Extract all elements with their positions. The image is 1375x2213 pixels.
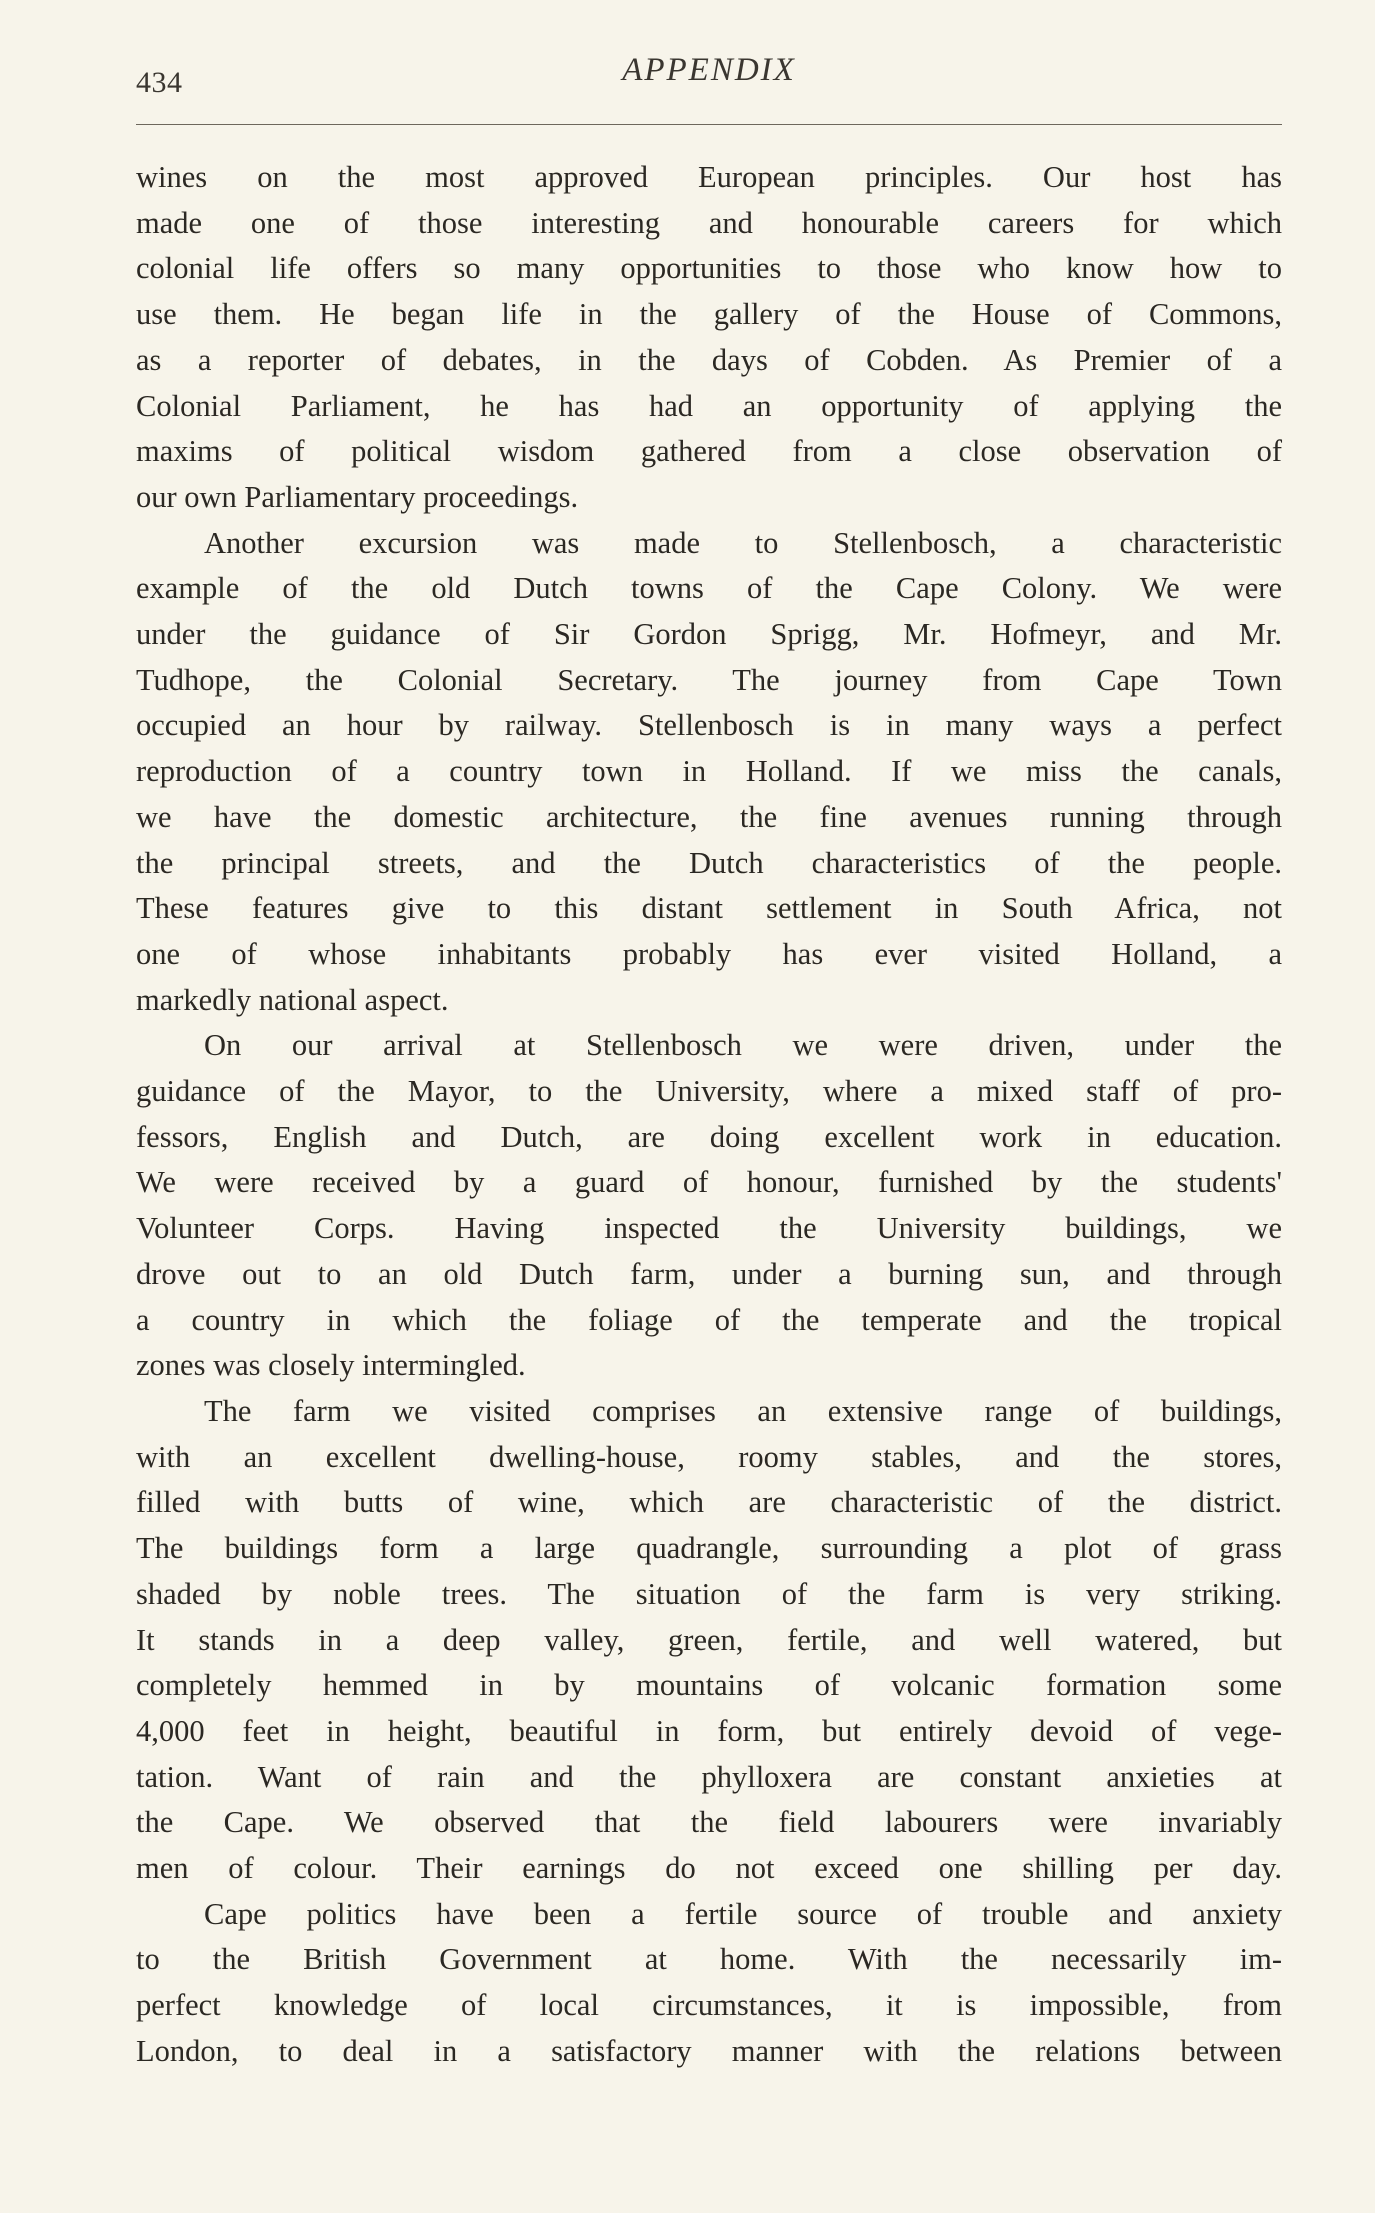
text-line: perfect knowledge of local circumstances, it is impossible, from: [136, 1988, 1282, 2023]
text-line: Colonial Parliament, he has had an opportunity of applying the: [136, 388, 1282, 423]
running-head: APPENDIX: [622, 52, 796, 88]
text-line: markedly national aspect.: [136, 982, 449, 1017]
text-line: Tudhope, the Colonial Secretary. The journey from Cape Town: [136, 662, 1282, 697]
page-number: 434: [136, 66, 183, 99]
text-line: to the British Government at home. With the necessarily im-: [136, 1942, 1282, 1977]
text-line: colonial life offers so many opportunities to those who know how to: [136, 251, 1282, 286]
text-line: On our arrival at Stellenbosch we were driven, under the: [204, 1028, 1282, 1063]
text-line: drove out to an old Dutch farm, under a burning sun, and through: [136, 1256, 1282, 1291]
text-line: These features give to this distant settlement in South Africa, not: [136, 891, 1282, 926]
paragraph-2: [136, 521, 1282, 1024]
text-line: men of colour. Their earnings do not exceed one shilling per day.: [136, 1851, 1282, 1886]
text-line: filled with butts of wine, which are characteristic of the district.: [136, 1485, 1282, 1520]
text-line: occupied an hour by railway. Stellenbosch is in many ways a perfect: [136, 708, 1282, 743]
body-text: [136, 155, 1282, 2075]
text-line: as a reporter of debates, in the days of Cobden. As Premier of a: [136, 342, 1282, 377]
text-line: Cape politics have been a fertile source of trouble and anxiety: [204, 1896, 1282, 1931]
paragraph-5: [136, 1892, 1282, 2075]
text-line: It stands in a deep valley, green, fertile, and well watered, but: [136, 1622, 1282, 1657]
paragraph-4: [136, 1389, 1282, 1892]
text-line: 4,000 feet in height, beautiful in form, but entirely devoid of vege-: [136, 1713, 1282, 1748]
text-line: wines on the most approved European principles. Our host has: [136, 160, 1282, 194]
text-line: the Cape. We observed that the field labourers were invariably: [136, 1805, 1282, 1840]
text-line: We were received by a guard of honour, furnished by the students': [136, 1165, 1282, 1200]
text-line: the principal streets, and the Dutch characteristics of the people.: [136, 845, 1282, 880]
text-line: a country in which the foliage of the temperate and the tropical: [136, 1302, 1282, 1337]
text-line: Volunteer Corps. Having inspected the University buildings, we: [136, 1211, 1282, 1246]
text-line: with an excellent dwelling-house, roomy stables, and the stores,: [136, 1439, 1282, 1474]
text-line: completely hemmed in by mountains of volcanic formation some: [136, 1668, 1282, 1703]
text-line: our own Parliamentary proceedings.: [136, 479, 579, 514]
text-line: fessors, English and Dutch, are doing excellent work in education.: [136, 1119, 1282, 1154]
text-line: shaded by noble trees. The situation of the farm is very striking.: [136, 1576, 1282, 1611]
text-line: one of whose inhabitants probably has ever visited Holland, a: [136, 936, 1282, 971]
text-line: zones was closely intermingled.: [136, 1348, 526, 1383]
text-line: we have the domestic architecture, the fine avenues running through: [136, 799, 1282, 834]
text-line: tation. Want of rain and the phylloxera are constant anxieties at: [136, 1759, 1282, 1794]
text-line: The farm we visited comprises an extensive range of buildings,: [204, 1393, 1282, 1428]
text-line: made one of those interesting and honourable careers for which: [136, 205, 1282, 240]
text-line: maxims of political wisdom gathered from a close observation of: [136, 434, 1282, 469]
paragraph-1: [136, 155, 1282, 521]
text-line: under the guidance of Sir Gordon Sprigg, Mr. Hofmeyr, and Mr.: [136, 617, 1282, 652]
text-line: The buildings form a large quadrangle, surrounding a plot of grass: [136, 1531, 1282, 1566]
page-header: [136, 52, 1282, 102]
text-line: reproduction of a country town in Holland. If we miss the canals,: [136, 754, 1282, 789]
text-line: London, to deal in a satisfactory manner with the relations between: [136, 2033, 1282, 2068]
text-line: guidance of the Mayor, to the University, where a mixed staff of pro-: [136, 1074, 1282, 1109]
text-line: use them. He began life in the gallery of the House of Commons,: [136, 297, 1282, 332]
paragraph-3: [136, 1023, 1282, 1389]
text-line: Another excursion was made to Stellenbosch, a characteristic: [204, 525, 1282, 560]
header-rule: [136, 124, 1282, 125]
text-line: example of the old Dutch towns of the Cape Colony. We were: [136, 571, 1282, 606]
